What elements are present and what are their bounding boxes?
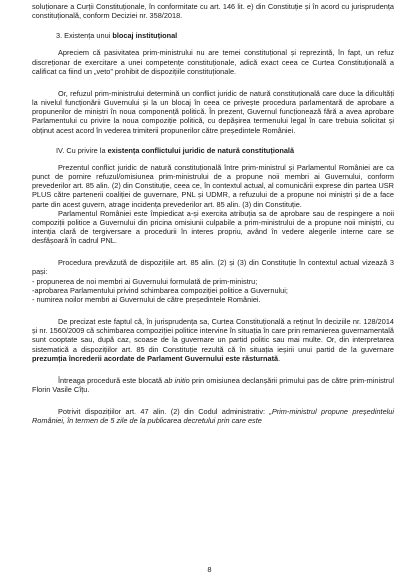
heading-bold-text: blocaj instituțional	[112, 31, 178, 41]
italic-quote: „Prim-ministrul propune președintelui României, în termen de 5 zile de la publicarea decretului prin care este	[32, 407, 395, 426]
heading-bold-text: existența conflictului juridic de natură constituțională	[107, 145, 295, 155]
paragraph-procedura: Procedura prevăzută de dispozițiile art. 85 alin. (2) și (3) din Constituție în contextul actual vizează 3 pași:	[32, 258, 394, 277]
paragraph-continuation: soluționare a Curții Constituționale, în conformitate cu art. 146 lit. e) din Constituție și în acord cu jurisprudența constituțională, conform Deciziei nr. 358/2018.	[32, 2, 394, 21]
paragraph-cod-administrativ: Potrivit dispozițiilor art. 47 alin. (2) din Codul administrativ: „Prim-ministrul propune președintelui României, în termen de 5 zile de la publicarea decretului prin care este	[32, 407, 395, 426]
paragraph-blocata: Întreaga procedură este blocată ab initio prin omisiunea declanșării primului pas de către prim-ministrul Florin Vasile Cîțu.	[32, 375, 395, 394]
steps-list	[32, 277, 394, 304]
paragraph-blocaj: Or, refuzul prim-ministrului determină un conflict juridic de natură constituțională care duce la dificultăți la nivelul funcționării Guvernului și la un blocaj în ceea ce privește procedura parlamentară de aprobare a propunerilor de miniștri în noua componență politică. În prezent, Guvernul funcționează fără a avea aprobare Parlamentului cu privire la noua compoziție politică, cu depășirea termenului legal în care trebuia solicitat și obținut acest acord în vederea trimiterii propunerilor către președintele României.	[32, 88, 394, 135]
paragraph-parlament: Parlamentul României este împiedicat a-și exercita atribuția sa de aprobare sau de respingere a noii compoziții politice a Guvernului din pricina omisiunii culpabile a prim-ministrului de a propune noii miniștri, cu intenția clară de tergiversare a procedurii în interes propriu, având în vedere alegerile interne care se desfășoară în cadrul PNL.	[32, 208, 394, 246]
section-heading-iv: IV. Cu privire la existența conflictului juridic de natură constituțională	[56, 145, 295, 155]
list-item: -aprobarea Parlamentului privind schimbarea compoziției politice a Guvernului;	[32, 285, 288, 295]
section-heading-3: 3. Existența unui blocaj instituțional	[56, 31, 178, 41]
bold-emphasis: prezumția încrederii acordate de Parlament Guvernului este răsturnată	[32, 353, 279, 363]
page-number: 8	[207, 565, 212, 574]
document-page	[32, 0, 394, 425]
italic-emphasis: ab initio	[164, 375, 190, 385]
list-item: - propunerea de noi membri ai Guvernului formulată de prim-ministru;	[32, 276, 258, 286]
paragraph-conflict: Prezentul conflict juridic de natură constituțională între prim-ministrul și Parlamentul României are ca punct de pornire refuzul/omisiunea prim-ministrului de a propune noii membri ai Guvernului, conform prevederilor art. 85 alin. (2) din Constituție, ceea ce, în contextul actual, al comunicării exprese din partea USR PLUS către partenerii coaliției de guvernare, PNL și UDMR, a refuzului de a propune noi miniștri și de a face parte din acest guvern, atrage incidența prevederilor art. 85 alin. (3) din Constituție.	[32, 162, 394, 209]
paragraph-jurisprudenta: De precizat este faptul că, în jurisprudența sa, Curtea Constituțională a reținut în deciziile nr. 128/2014 și nr. 1560/2009 că schimbarea compoziției politice intervine în situația în care prin remanierea guvernamentală sunt cooptate sau, după caz, scoase de la guvernare un partid politic sau mai multe. Or, din interpretarea sistematică a dispozițiilor art. 85 din Constituție rezultă că în situația ieșirii unui partid de la guvernare prezumția încrederii acordate de Parlament Guvernului este răsturnată.	[32, 317, 394, 363]
paragraph-veto: Apreciem că pasivitatea prim-ministrului nu are temei constituțional și reprezintă, în fapt, un refuz discreționar de exercitare a unei competențe constituționale, adică exact ceea ce Curtea Constituțională a calificat ca fiind un „veto” prohibit de dispozițiile constituționale.	[32, 48, 394, 76]
list-item: - numirea noilor membri ai Guvernului de către președintele României.	[32, 294, 261, 304]
